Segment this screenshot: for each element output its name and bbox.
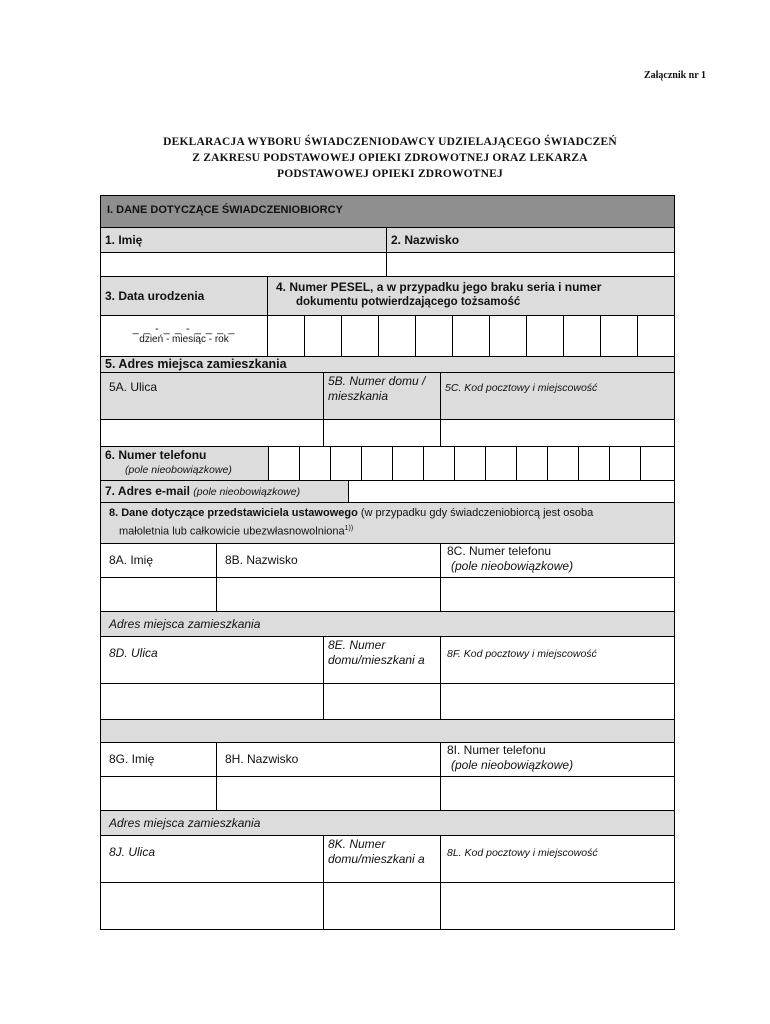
- telefon-box[interactable]: [640, 446, 675, 481]
- kod-pocztowy-field[interactable]: [440, 419, 675, 447]
- rep1-kod-label: 8F. Kod pocztowy i miejscowość: [440, 636, 675, 684]
- email-label-text: 7. Adres e-mail: [105, 484, 190, 498]
- rep2-numer-label: 8K. Numer domu/mieszkani a: [323, 835, 441, 883]
- telefon-label: [100, 446, 269, 481]
- telefon-box[interactable]: [578, 446, 610, 481]
- rep1-nazwisko-label: 8B. Nazwisko: [216, 543, 441, 578]
- pesel-box[interactable]: [489, 315, 527, 357]
- telefon-box[interactable]: [299, 446, 331, 481]
- rep1-telefon-label: [440, 543, 675, 578]
- pesel-box[interactable]: [563, 315, 601, 357]
- email-label: [100, 480, 349, 503]
- rep2-imie-field[interactable]: [100, 776, 217, 811]
- telefon-box[interactable]: [268, 446, 300, 481]
- telefon-box[interactable]: [454, 446, 486, 481]
- rep2-ulica-field[interactable]: [100, 882, 324, 930]
- nazwisko-field[interactable]: [386, 252, 675, 277]
- date-pattern: _ _ - _ _ - _ _ _ _: [132, 323, 236, 335]
- rep1-numer-field[interactable]: [323, 683, 441, 720]
- rep2-telefon-label: [440, 742, 675, 777]
- rep2-telefon-text: 8I. Numer telefonu: [447, 743, 546, 757]
- rep1-kod-field[interactable]: [440, 683, 675, 720]
- title-line-1: DEKLARACJA WYBORU ŚWIADCZENIODAWCY UDZIELAJĄCEGO ŚWIADCZEŃ: [163, 136, 617, 148]
- rep1-imie-text: 8A. Imię: [109, 553, 154, 567]
- pesel-box[interactable]: [304, 315, 342, 357]
- title-line-3: PODSTAWOWEJ OPIEKI ZDROWOTNEJ: [276, 168, 504, 180]
- ulica-label: 5A. Ulica: [100, 372, 324, 420]
- rep1-nazwisko-field[interactable]: [216, 577, 441, 612]
- pesel-label-line-1: 4. Numer PESEL, a w przypadku jego braku seria i numer: [276, 280, 602, 294]
- pesel-box[interactable]: [415, 315, 453, 357]
- adres-header: 5. Adres miejsca zamieszkania: [100, 356, 675, 373]
- representative-header-line-2: małoletnia lub całkowicie ubezwłasnowolniona: [119, 525, 345, 538]
- rep1-imie-label: [100, 543, 217, 578]
- rep1-numer-label: 8E. Numer domu/mieszkani a: [323, 636, 441, 684]
- representative-header: [100, 502, 675, 544]
- rep2-imie-label: 8G. Imię: [100, 742, 217, 777]
- rep2-kod-label: 8L. Kod pocztowy i miejscowość: [440, 835, 675, 883]
- data-urodzenia-field[interactable]: [100, 315, 268, 357]
- telefon-label-text: 6. Numer telefonu: [105, 448, 207, 462]
- nazwisko-label: 2. Nazwisko: [386, 227, 675, 253]
- rep2-telefon-note: (pole nieobowiązkowe): [451, 758, 574, 772]
- telefon-box[interactable]: [547, 446, 579, 481]
- rep2-kod-field[interactable]: [440, 882, 675, 930]
- rep1-imie-field[interactable]: [100, 577, 217, 612]
- annex-label: Załącznik nr 1: [643, 70, 706, 81]
- numer-domu-label: 5B. Numer domu / mieszkania: [323, 372, 441, 420]
- pesel-label: [267, 276, 675, 316]
- representative-header-bold: 8. Dane dotyczące przedstawiciela ustawowego: [109, 507, 358, 519]
- rep1-ulica-field[interactable]: [100, 683, 324, 720]
- separator-band: [100, 719, 675, 743]
- kod-pocztowy-label: 5C. Kod pocztowy i miejscowość: [440, 372, 675, 420]
- rep1-telefon-note: (pole nieobowiązkowe): [451, 559, 574, 573]
- footnote-marker: 1)): [344, 525, 354, 532]
- pesel-box[interactable]: [267, 315, 305, 357]
- numer-domu-field[interactable]: [323, 419, 441, 447]
- rep2-ulica-label: 8J. Ulica: [100, 835, 324, 883]
- pesel-box[interactable]: [341, 315, 379, 357]
- pesel-box[interactable]: [526, 315, 564, 357]
- telefon-box[interactable]: [609, 446, 641, 481]
- telefon-box[interactable]: [516, 446, 548, 481]
- pesel-box[interactable]: [637, 315, 675, 357]
- telefon-box[interactable]: [330, 446, 362, 481]
- rep1-adres-header: Adres miejsca zamieszkania: [100, 611, 675, 637]
- imie-label: 1. Imię: [100, 227, 387, 253]
- email-field[interactable]: [348, 480, 675, 503]
- telefon-box[interactable]: [423, 446, 455, 481]
- imie-field[interactable]: [100, 252, 387, 277]
- rep2-numer-field[interactable]: [323, 882, 441, 930]
- rep1-telefon-text: 8C. Numer telefonu: [447, 544, 552, 558]
- ulica-field[interactable]: [100, 419, 324, 447]
- rep2-adres-header: Adres miejsca zamieszkania: [100, 810, 675, 836]
- title-line-2: Z ZAKRESU PODSTAWOWEJ OPIEKI ZDROWOTNEJ ORAZ LEKARZA: [192, 152, 588, 164]
- rep2-nazwisko-field[interactable]: [216, 776, 441, 811]
- rep2-telefon-field[interactable]: [440, 776, 675, 811]
- rep1-telefon-field[interactable]: [440, 577, 675, 612]
- date-caption: dzień - miesiąc - rok: [139, 334, 229, 345]
- pesel-label-line-2: dokumentu potwierdzającego tożsamość: [296, 296, 521, 308]
- section-1-header: I. DANE DOTYCZĄCE ŚWIADCZENIOBIORCY: [100, 195, 675, 228]
- telefon-box[interactable]: [485, 446, 517, 481]
- rep2-nazwisko-label: 8H. Nazwisko: [216, 742, 441, 777]
- rep1-ulica-label: 8D. Ulica: [100, 636, 324, 684]
- pesel-box[interactable]: [600, 315, 638, 357]
- pesel-box[interactable]: [452, 315, 490, 357]
- email-note: (pole nieobowiązkowe): [193, 486, 301, 498]
- telefon-box[interactable]: [392, 446, 424, 481]
- telefon-box[interactable]: [361, 446, 393, 481]
- representative-header-rest: (w przypadku gdy świadczeniobiorcą jest osoba: [357, 507, 594, 519]
- telefon-note: (pole nieobowiązkowe): [125, 464, 232, 476]
- pesel-box[interactable]: [378, 315, 416, 357]
- data-urodzenia-label: 3. Data urodzenia: [100, 276, 268, 316]
